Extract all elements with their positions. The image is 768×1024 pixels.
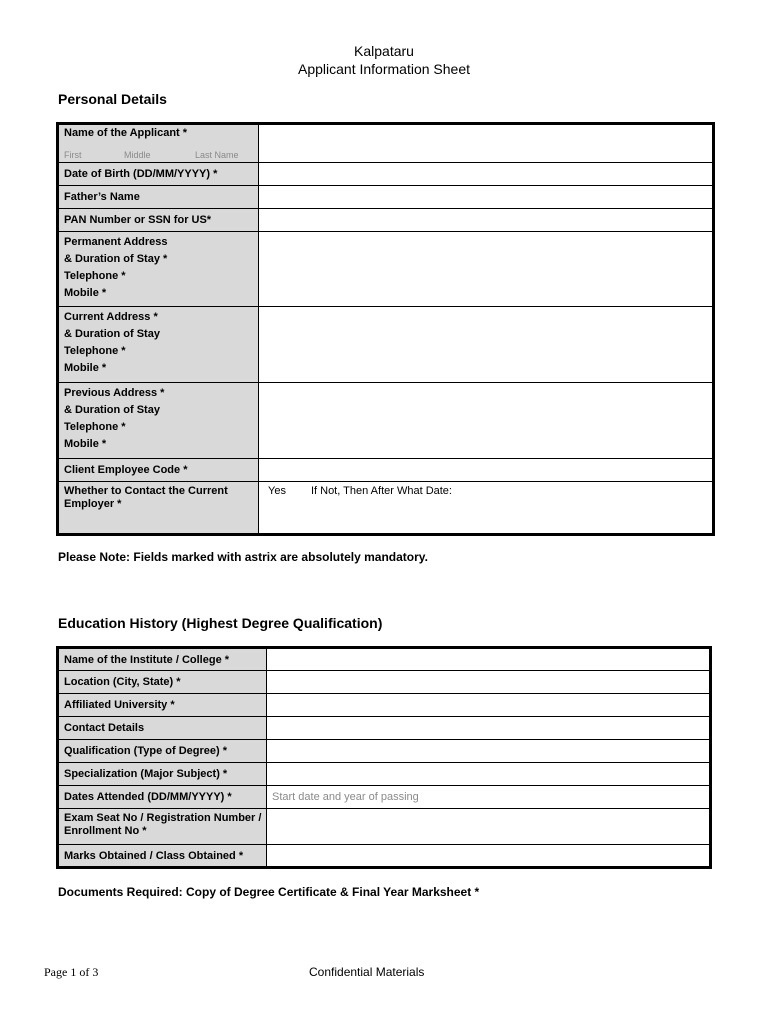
current-address-label (58, 307, 259, 383)
page-number: Page 1 of 3 (44, 965, 99, 979)
table-row (58, 786, 711, 809)
current-mobile-line: Mobile * (64, 362, 107, 374)
current-duration-line: & Duration of Stay (64, 328, 160, 340)
table-row (58, 163, 714, 186)
location-field[interactable] (267, 671, 711, 694)
marks-field[interactable] (267, 845, 711, 868)
university-field[interactable] (267, 694, 711, 717)
mandatory-note: Please Note: Fields marked with astrix are absolutely mandatory. (58, 550, 428, 564)
previous-address-label (58, 383, 259, 459)
table-row (58, 717, 711, 740)
name-sublabels (64, 149, 258, 161)
pan-field[interactable] (259, 209, 714, 232)
father-name-label: Father’s Name (58, 186, 259, 209)
client-code-field[interactable] (259, 459, 714, 482)
qualification-field[interactable] (267, 740, 711, 763)
table-row (58, 740, 711, 763)
table-row (58, 307, 714, 383)
documents-required: Documents Required: Copy of Degree Certificate & Final Year Marksheet * (58, 885, 480, 899)
name-field[interactable] (259, 124, 714, 163)
contact-details-field[interactable] (267, 717, 711, 740)
company-name: Kalpataru (354, 43, 414, 59)
table-row (58, 459, 714, 482)
table-row (58, 809, 711, 845)
permanent-telephone-line: Telephone * (64, 270, 126, 282)
permanent-address-label (58, 232, 259, 307)
name-label: Name of the Applicant * (64, 127, 188, 139)
middle-sublabel: Middle (124, 150, 151, 160)
current-address-line: Current Address * (64, 311, 158, 323)
institute-field[interactable] (267, 648, 711, 671)
institute-label: Name of the Institute / College * (58, 648, 267, 671)
table-row (58, 671, 711, 694)
table-row (58, 763, 711, 786)
dates-attended-field[interactable]: Start date and year of passing (267, 786, 711, 809)
table-row (58, 383, 714, 459)
dob-field[interactable] (259, 163, 714, 186)
permanent-mobile-line: Mobile * (64, 287, 107, 299)
previous-mobile-line: Mobile * (64, 438, 107, 450)
table-row (58, 694, 711, 717)
exam-seat-field[interactable] (267, 809, 711, 845)
table-row (58, 482, 714, 535)
dates-attended-label: Dates Attended (DD/MM/YYYY) * (58, 786, 267, 809)
confidential-label: Confidential Materials (309, 965, 425, 979)
dob-label: Date of Birth (DD/MM/YYYY) * (58, 163, 259, 186)
location-label: Location (City, State) * (58, 671, 267, 694)
specialization-field[interactable] (267, 763, 711, 786)
permanent-address-line: Permanent Address (64, 236, 168, 248)
pan-label: PAN Number or SSN for US* (58, 209, 259, 232)
table-row (58, 845, 711, 868)
table-row (58, 648, 711, 671)
personal-details-heading: Personal Details (58, 91, 167, 107)
current-address-field[interactable] (259, 307, 714, 383)
contact-if-not-text: If Not, Then After What Date: (310, 485, 452, 497)
table-row (58, 186, 714, 209)
specialization-label: Specialization (Major Subject) * (58, 763, 267, 786)
university-label: Affiliated University * (58, 694, 267, 717)
current-telephone-line: Telephone * (64, 345, 126, 357)
education-table (56, 646, 712, 869)
contact-yes-option[interactable]: Yes (268, 485, 286, 497)
last-sublabel: Last Name (195, 150, 239, 160)
table-row (58, 232, 714, 307)
contact-employer-label: Whether to Contact the Current Employer * (58, 482, 259, 535)
personal-details-table (56, 122, 715, 536)
previous-address-line: Previous Address * (64, 387, 165, 399)
table-row (58, 124, 714, 163)
table-row (58, 209, 714, 232)
client-code-label: Client Employee Code * (58, 459, 259, 482)
father-name-field[interactable] (259, 186, 714, 209)
contact-details-label: Contact Details (58, 717, 267, 740)
permanent-duration-line: & Duration of Stay * (64, 253, 168, 265)
contact-employer-field[interactable] (259, 482, 714, 535)
document-title: Applicant Information Sheet (298, 61, 470, 77)
marks-label: Marks Obtained / Class Obtained * (58, 845, 267, 868)
name-label-cell (58, 124, 259, 163)
qualification-label: Qualification (Type of Degree) * (58, 740, 267, 763)
permanent-address-field[interactable] (259, 232, 714, 307)
education-heading: Education History (Highest Degree Qualification) (58, 615, 383, 631)
previous-telephone-line: Telephone * (64, 421, 126, 433)
previous-address-field[interactable] (259, 383, 714, 459)
first-sublabel: First (64, 150, 82, 160)
exam-seat-label: Exam Seat No / Registration Number / Enrollment No * (58, 809, 267, 845)
previous-duration-line: & Duration of Stay (64, 404, 160, 416)
